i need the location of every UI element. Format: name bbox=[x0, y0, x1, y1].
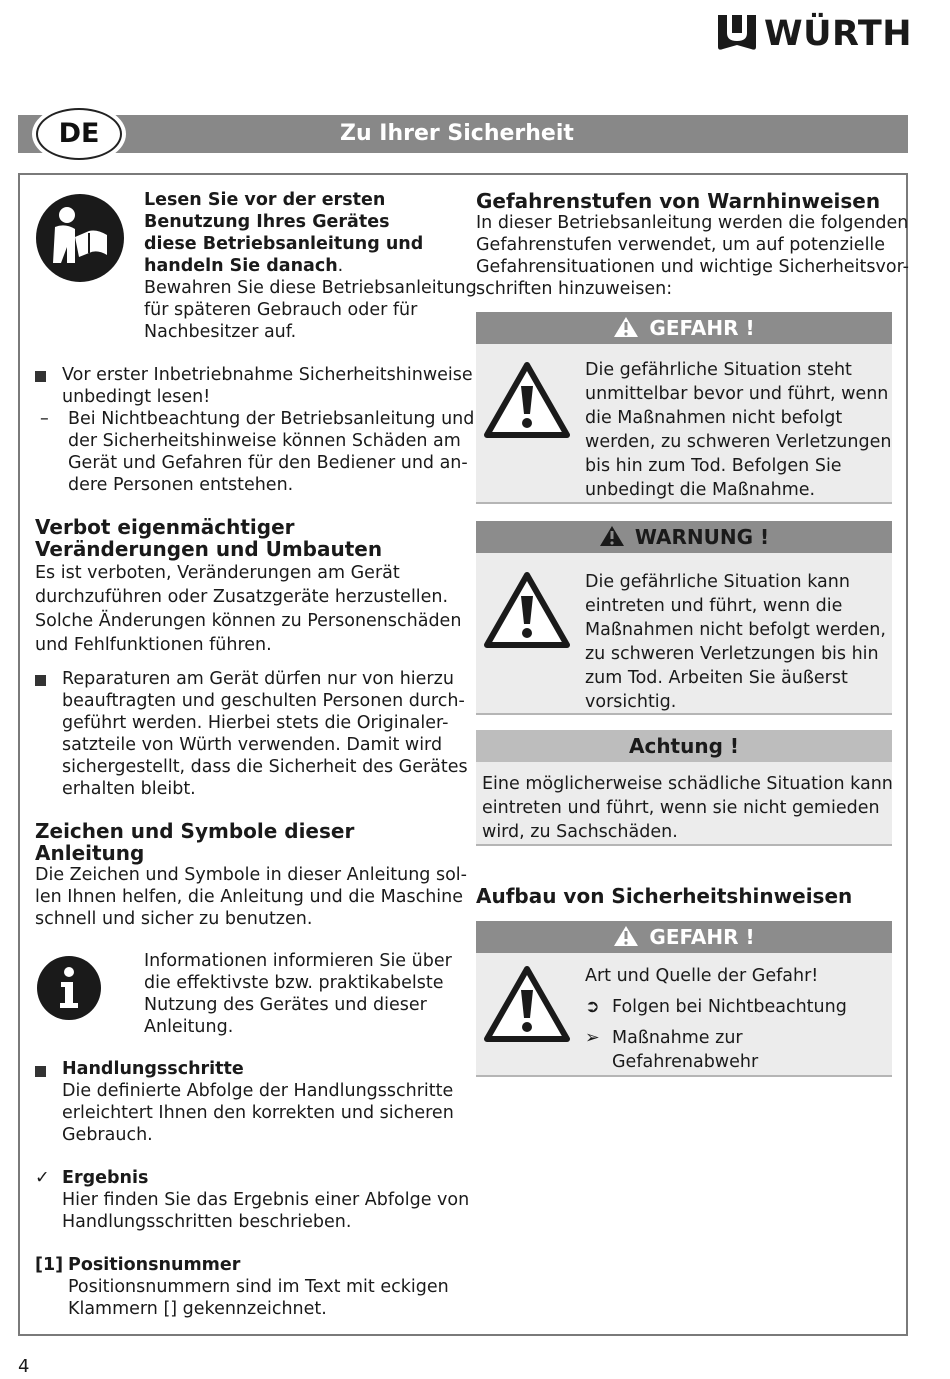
position-title: Positionsnummer bbox=[68, 1255, 241, 1275]
bullet1-line1: Vor erster Inbetriebnahme Sicherheitshinweise bbox=[62, 365, 473, 385]
heading-gefahrenstufen: Gefahrenstufen von Warnhinweisen bbox=[476, 189, 881, 213]
warnung-line5: zum Tod. Arbeiten Sie äußerst bbox=[585, 668, 848, 688]
zeichen-line3: schnell und sicher zu benutzen. bbox=[35, 909, 313, 929]
intro-period: . bbox=[337, 256, 344, 276]
intro-line-4 bbox=[144, 256, 343, 278]
bullet2-line5: sichergestellt, dass die Sicherheit des Gerätes bbox=[62, 757, 468, 777]
result-line1: Hier finden Sie das Ergebnis einer Abfolge von bbox=[62, 1190, 470, 1210]
aufbau-label: GEFAHR ! bbox=[649, 925, 755, 949]
intro-bold-2: Benutzung Ihres Gerätes bbox=[144, 212, 390, 232]
steps-title: Handlungsschritte bbox=[62, 1059, 244, 1079]
warnung-label: WARNUNG ! bbox=[634, 525, 770, 549]
achtung-line1: Eine möglicherweise schädliche Situation kann bbox=[482, 774, 893, 794]
read-manual-icon bbox=[35, 193, 125, 283]
steps-line1: Die definierte Abfolge der Handlungsschritte bbox=[62, 1081, 454, 1101]
aufbau-line3b: Gefahrenabwehr bbox=[612, 1052, 759, 1072]
wuerth-logo bbox=[716, 12, 911, 56]
intro-bold-1: Lesen Sie vor der ersten bbox=[144, 190, 386, 210]
steps-square-icon bbox=[35, 1066, 46, 1077]
heading-zeichen-1: Zeichen und Symbole dieser bbox=[35, 819, 355, 843]
achtung-header bbox=[476, 730, 892, 762]
arrowhead-icon: ➢ bbox=[585, 1028, 600, 1048]
stufen-line1: In dieser Betriebsanleitung werden die folgenden bbox=[476, 213, 909, 233]
warnung-line4: zu schweren Verletzungen bis hin bbox=[585, 644, 879, 664]
warnung-line2: eintreten und führt, wenn die bbox=[585, 596, 843, 616]
gefahr-label: GEFAHR ! bbox=[649, 316, 755, 340]
warning-triangle-icon bbox=[484, 966, 570, 1042]
stufen-line3: Gefahrensituationen und wichtige Sicherheitsvor- bbox=[476, 257, 909, 277]
intro-text-2: für späteren Gebrauch oder für bbox=[144, 300, 418, 320]
aufbau-line1: Art und Quelle der Gefahr! bbox=[585, 966, 819, 986]
warnung-line3: Maßnahmen nicht befolgt werden, bbox=[585, 620, 886, 640]
gefahr-line4: werden, zu schweren Verletzungen bbox=[585, 432, 892, 452]
bullet-square bbox=[35, 371, 46, 382]
bullet2-line3: geführt werden. Hierbei stets die Originaler- bbox=[62, 713, 449, 733]
verbot-line1: Es ist verboten, Veränderungen am Gerät bbox=[35, 563, 400, 583]
verbot-line2: durchzuführen oder Zusatzgeräte herzustellen. bbox=[35, 587, 449, 607]
bullet2-line1: Reparaturen am Gerät dürfen nur von hierzu bbox=[62, 669, 454, 689]
verbot-line3: Solche Änderungen können zu Personenschäden bbox=[35, 611, 462, 631]
bullet1-line2: unbedingt lesen! bbox=[62, 387, 211, 407]
info-icon bbox=[36, 955, 102, 1021]
aufbau-line3a: Maßnahme zur bbox=[612, 1028, 743, 1048]
wuerth-emblem-icon bbox=[716, 13, 758, 55]
intro-text-3: Nachbesitzer auf. bbox=[144, 322, 297, 342]
gefahr-line5: bis hin zum Tod. Befolgen Sie bbox=[585, 456, 842, 476]
zeichen-line2: len Ihnen helfen, die Anleitung und die Maschine bbox=[35, 887, 464, 907]
bullet2-line4: satzteile von Würth verwenden. Damit wird bbox=[62, 735, 443, 755]
heading-verbot-1: Verbot eigenmächtiger bbox=[35, 515, 295, 539]
warning-small-icon bbox=[599, 525, 625, 547]
language-badge: DE bbox=[36, 108, 122, 160]
achtung-label: Achtung ! bbox=[628, 734, 739, 758]
warnung-line6: vorsichtig. bbox=[585, 692, 677, 712]
position-line2: Klammern [] gekennzeichnet. bbox=[68, 1299, 327, 1319]
warnung-header bbox=[476, 521, 892, 553]
stufen-line2: Gefahrenstufen verwendet, um auf potenzielle bbox=[476, 235, 886, 255]
position-mark: [1] bbox=[35, 1255, 64, 1275]
warning-triangle-icon bbox=[484, 362, 570, 438]
info-line2: die effektivste bzw. praktikabelste bbox=[144, 973, 444, 993]
intro-bold-4: handeln Sie danach bbox=[144, 256, 338, 276]
warning-small-icon bbox=[613, 316, 639, 338]
stufen-line4: schriften hinzuweisen: bbox=[476, 279, 673, 299]
zeichen-line1: Die Zeichen und Symbole in dieser Anleitung sol- bbox=[35, 865, 467, 885]
warnung-line1: Die gefährliche Situation kann bbox=[585, 572, 850, 592]
intro-bold-3: diese Betriebsanleitung und bbox=[144, 234, 424, 254]
gefahr-line2: unmittelbar bevor und führt, wenn bbox=[585, 384, 889, 404]
warning-small-icon bbox=[613, 925, 639, 947]
result-line2: Handlungsschritten beschrieben. bbox=[62, 1212, 352, 1232]
gefahr-line1: Die gefährliche Situation steht bbox=[585, 360, 852, 380]
steps-line2: erleichtert Ihnen den korrekten und sicheren bbox=[62, 1103, 454, 1123]
achtung-line2: eintreten und führt, wenn sie nicht gemieden bbox=[482, 798, 880, 818]
dash1-line2: der Sicherheitshinweise können Schäden am bbox=[68, 431, 461, 451]
warning-triangle-icon bbox=[484, 572, 570, 648]
dash1-line4: dere Personen entstehen. bbox=[68, 475, 294, 495]
dash-mark: – bbox=[40, 409, 49, 429]
bullet2-line6: erhalten bleibt. bbox=[62, 779, 196, 799]
heading-aufbau: Aufbau von Sicherheitshinweisen bbox=[476, 884, 853, 908]
aufbau-header bbox=[476, 921, 892, 953]
bullet2-line2: beauftragten und geschulten Personen durch- bbox=[62, 691, 465, 711]
heading-zeichen-2: Anleitung bbox=[35, 841, 145, 865]
bullet-square bbox=[35, 675, 46, 686]
dash1-line1: Bei Nichtbeachtung der Betriebsanleitung und bbox=[68, 409, 475, 429]
position-line1: Positionsnummern sind im Text mit eckigen bbox=[68, 1277, 449, 1297]
info-line1: Informationen informieren Sie über bbox=[144, 951, 452, 971]
gefahr-line6: unbedingt die Maßnahme. bbox=[585, 480, 816, 500]
gefahr-line3: die Maßnahmen nicht befolgt bbox=[585, 408, 843, 428]
page-number: 4 bbox=[18, 1356, 30, 1377]
heading-verbot-2: Veränderungen und Umbauten bbox=[35, 537, 383, 561]
page-title: Zu Ihrer Sicherheit bbox=[340, 121, 574, 146]
verbot-line4: und Fehlfunktionen führen. bbox=[35, 635, 272, 655]
arrow-icon: ➲ bbox=[585, 997, 600, 1017]
intro-text-1: Bewahren Sie diese Betriebsanleitung bbox=[144, 278, 477, 298]
info-line3: Nutzung des Gerätes und dieser bbox=[144, 995, 427, 1015]
info-line4: Anleitung. bbox=[144, 1017, 234, 1037]
result-title: Ergebnis bbox=[62, 1168, 149, 1188]
gefahr-header bbox=[476, 312, 892, 344]
dash1-line3: Gerät und Gefahren für den Bediener und an- bbox=[68, 453, 468, 473]
aufbau-line2: Folgen bei Nichtbeachtung bbox=[612, 997, 847, 1017]
brand-name: WÜRTH bbox=[764, 14, 913, 54]
steps-line3: Gebrauch. bbox=[62, 1125, 153, 1145]
achtung-line3: wird, zu Sachschäden. bbox=[482, 822, 678, 842]
result-check-icon: ✓ bbox=[35, 1168, 50, 1188]
